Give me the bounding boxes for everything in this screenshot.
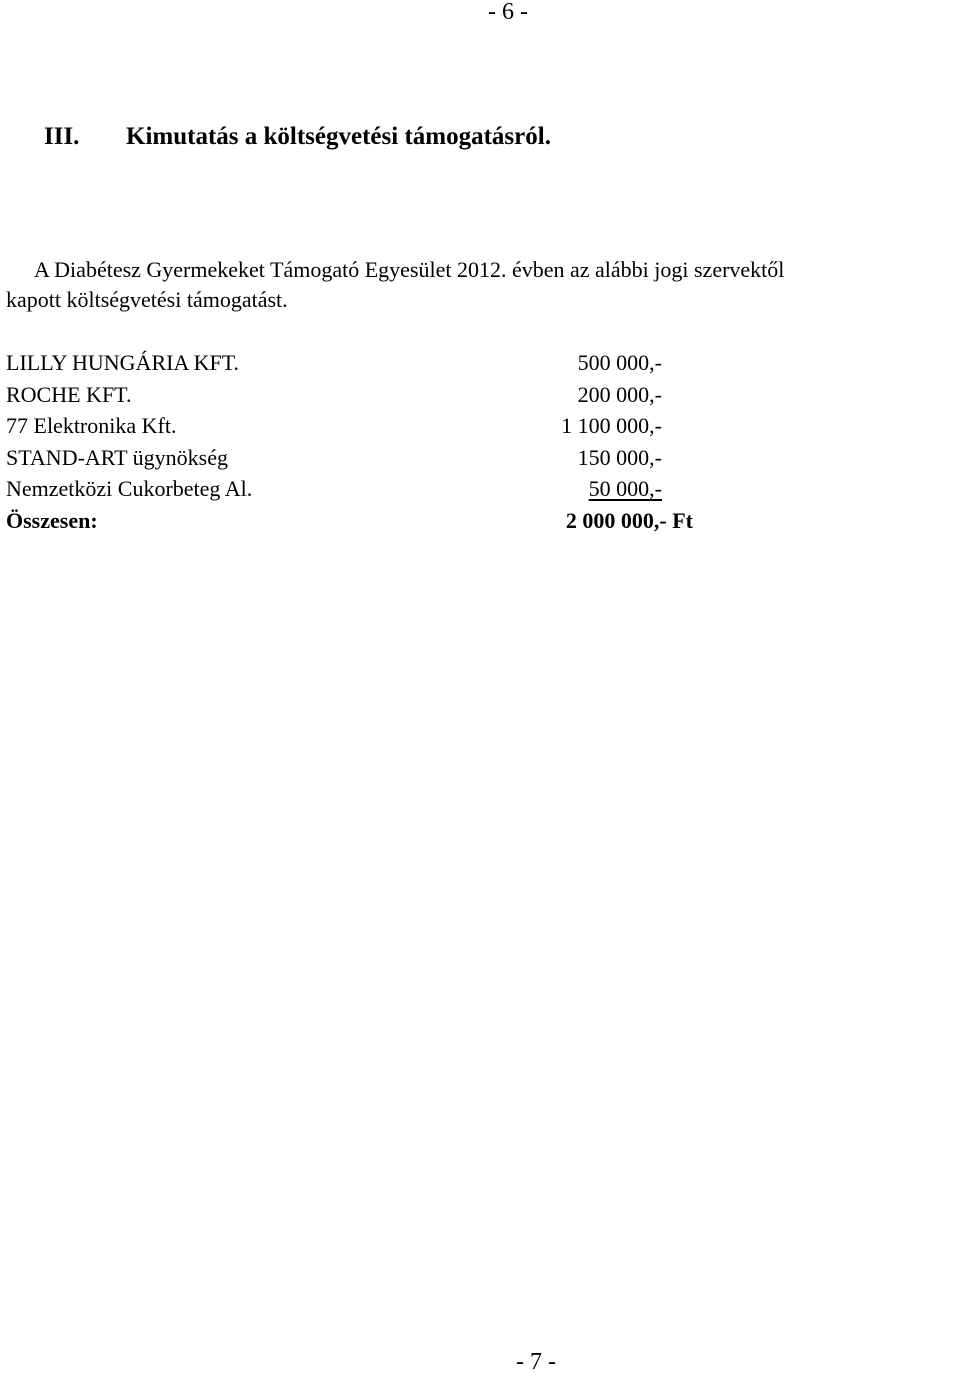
row-label: 77 Elektronika Kft. bbox=[6, 413, 177, 438]
intro-line-1: A Diabétesz Gyermekeket Támogató Egyesület 2012. évben az alábbi jogi szervektől bbox=[34, 257, 785, 282]
section-title: Kimutatás a költségvetési támogatásról. bbox=[126, 123, 551, 150]
total-amount: 2 000 000,- Ft bbox=[565, 507, 693, 533]
row-label: Nemzetközi Cukorbeteg Al. bbox=[6, 476, 253, 501]
support-table bbox=[6, 347, 706, 536]
page-number-bottom: - 7 - bbox=[516, 1349, 556, 1375]
total-row bbox=[6, 505, 706, 537]
intro-line-2: kapott költségvetési támogatást. bbox=[6, 287, 288, 312]
table-row bbox=[6, 379, 706, 411]
row-amount: 200 000,- bbox=[577, 381, 662, 407]
section-heading bbox=[44, 120, 551, 154]
total-label: Összesen: bbox=[6, 507, 98, 533]
intro-paragraph bbox=[6, 255, 960, 315]
row-amount: 1 100 000,- bbox=[561, 413, 662, 438]
page-number-top: - 6 - bbox=[488, 0, 528, 25]
row-label: STAND-ART ügynökség bbox=[6, 444, 229, 470]
table-row bbox=[6, 347, 706, 379]
table-row bbox=[6, 442, 706, 474]
table-row bbox=[6, 473, 706, 505]
row-amount: 50 000,- bbox=[588, 476, 662, 501]
section-number: III. bbox=[44, 123, 80, 150]
row-label: ROCHE KFT. bbox=[6, 381, 132, 407]
table-row bbox=[6, 410, 706, 442]
row-label: LILLY HUNGÁRIA KFT. bbox=[6, 350, 240, 375]
row-amount: 150 000,- bbox=[577, 444, 662, 470]
row-amount: 500 000,- bbox=[577, 350, 662, 375]
